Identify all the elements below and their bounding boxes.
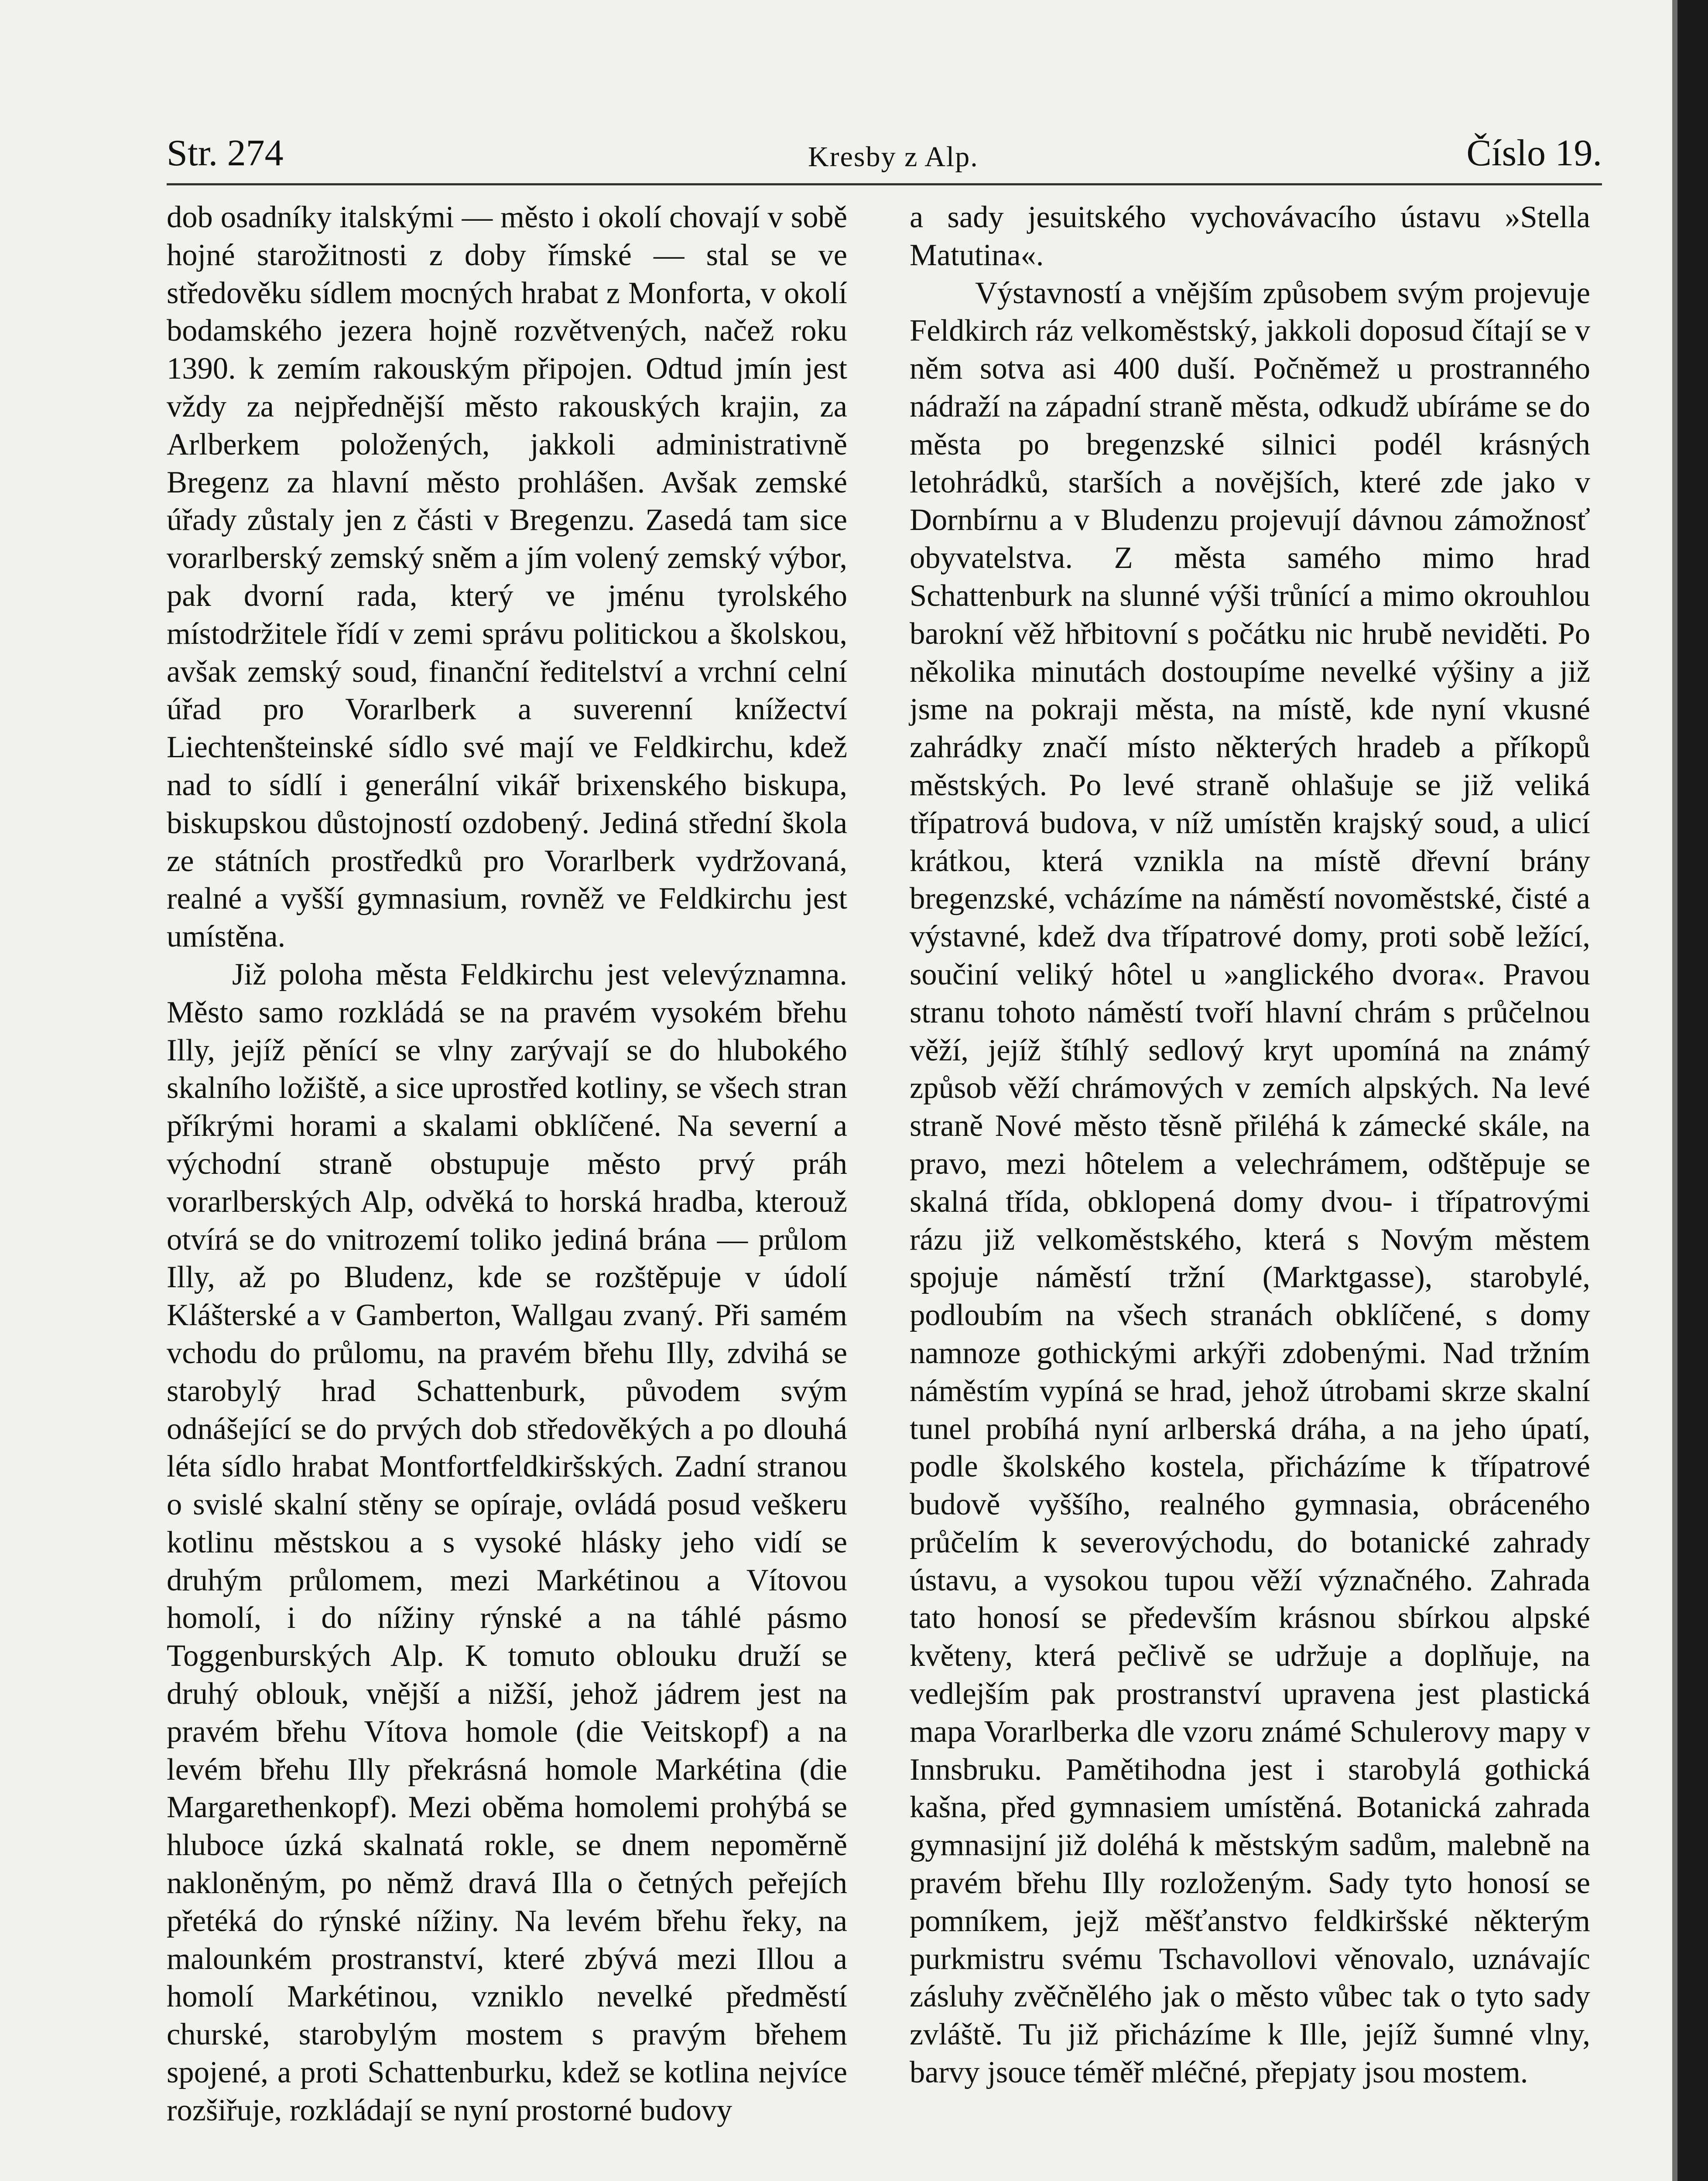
running-title: Kresby z Alp.: [808, 141, 979, 173]
paragraph: a sady jesuitského vychovávacího ústavu »Stella Matutina«.: [910, 200, 1590, 272]
paragraph: Výstavností a vnějším způsobem svým projevuje Feldkirch ráz velkoměstský, jakkoli doposud čítají se v něm sotva asi 400 duší. Počněmež u prostranného nádraží na západní straně města, odkudž ubíráme se do města po bregenzské silnici podél krásných letohrádků, starších a novějších, které zde jako v Dornbírnu a v Bludenzu projevují dávnou zámožnosť obyvatelstva. Z města samého mimo hrad Schattenburk na slunné výši trůnící a mimo okrouhlou barokní věž hřbitovní s počátku nic hrubě neviděti. Po několika minutách dostoupíme nevelké výšiny a již jsme na pokraji města, na místě, kde nyní vkusné zahrádky značí místo některých hradeb a příkopů městských. Po levé straně ohlašuje se již veliká třípatrová budova, v níž umístěn krajský soud, a ulicí krátkou, která vznikla na místě dřevní brány bregenzské, vcházíme na náměstí novoměstské, čisté a výstavné, kdež dva třípatrové domy, proti sobě ležící, součiní veliký hôtel u »anglického dvora«. Pravou stranu tohoto náměstí tvoří hlavní chrám s průčelnou věží, jejíž štíhlý sedlový kryt upomíná na známý způsob věží chrámových v zemích alpských. Na levé straně Nové město těsně přiléhá k zámecké skále, na pravo, mezi hôtelem a velechrámem, odštěpuje se skalná třída, obklopená domy dvou- i třípatrovými rázu již velkoměstského, která s Novým městem spojuje náměstí tržní (Marktgasse), starobylé, podloubím na všech stranách obklíčené, s domy namnoze gothickými arkýři zdobenými. Nad tržním náměstím vypíná se hrad, jehož útrobami skrze skalní tunel probíhá nyní arlberská dráha, a na jeho úpatí, podle školského kostela, přicházíme k třípatrové budově vyššího, realného gymnasia, obráceného průčelím k severovýchodu, do botanické zahrady ústavu, a vysokou tupou věží význačného. Zahrada tato honosí se především krásnou sbírkou alpské květeny, která pečlivě se udržuje a doplňuje, na vedlejším pak prostranství upravena jest plastická mapa Vorarlberka dle vzoru známé Schulerovy mapy v Innsbruku. Pamětihodna jest i starobylá gothická kašna, před gymnasiem umístěná. Botanická zahrada gymnasijní již doléhá k městským sadům, malebně na pravém břehu Illy rozloženým. Sady tyto honosí se pomníkem, jejž měšťanstvo feldkiršské některým purkmistru svému Tschavollovi věnovalo, uznávajíc zásluhy zvěčnělého jak o město vůbec tak o tyto sady zvláště. Tu již přicházíme k Ille, jejíž šumné vlny, barvy jsouce téměř mléčné, přepjaty jsou mostem.: [910, 276, 1590, 2090]
page-header: [167, 131, 1602, 188]
scan-edge: [1677, 0, 1708, 2181]
page-edge-shadow: [1672, 0, 1677, 2181]
right-column: [910, 198, 1590, 2092]
left-column: [167, 198, 847, 2130]
issue-number: Číslo 19.: [1466, 132, 1602, 174]
header-rule: [167, 183, 1602, 185]
paragraph: dob osadníky italskými — město i okolí chovají v sobě hojné starožitnosti z doby římské — stal se ve středověku sídlem mocných hrabat z Monforta, v okolí bodamského jezera hojně rozvětvených, načež roku 1390. k zemím rakouským připojen. Odtud jmín jest vždy za nejpřednější město rakouských krajin, za Arlberkem položených, jakkoli administrativně Bregenz za hlavní město prohlášen. Avšak zemské úřady zůstaly jen z části v Bregenzu. Zasedá tam sice vorarlberský zemský sněm a jím volený zemský výbor, pak dvorní rada, který ve jménu tyrolského místodržitele řídí v zemi správu politickou a školskou, avšak zemský soud, finanční ředitelství a vrchní celní úřad pro Vorarlberk a suverenní knížectví Liechtenšteinské sídlo své mají ve Feldkirchu, kdež nad to sídlí i generální vikář brixenského biskupa, biskupskou důstojností ozdobený. Jediná střední škola ze státních prostředků pro Vorarlberk vydržovaná, realné a vyšší gymnasium, rovněž ve Feldkirchu jest umístěna.: [167, 200, 847, 954]
page-number: Str. 274: [167, 132, 284, 174]
paragraph: Již poloha města Feldkirchu jest velevýznamna. Město samo rozkládá se na pravém vysokém břehu Illy, jejíž pěnící se vlny zarývají se do hlubokého skalního ložiště, a sice uprostřed kotliny, se všech stran příkrými horami a skalami obklíčené. Na severní a východní straně obstupuje město prvý práh vorarlberských Alp, odvěká to horská hradba, kterouž otvírá se do vnitrozemí toliko jediná brána — průlom Illy, až po Bludenz, kde se rozštěpuje v údolí Klášterské a v Gamberton, Wallgau zvaný. Při samém vchodu do průlomu, na pravém břehu Illy, zdvihá se starobylý hrad Schattenburk, původem svým odnášející se do prvých dob středověkých a po dlouhá léta sídlo hrabat Montfortfeldkiršských. Zadní stranou o svislé skalní stěny se opíraje, ovládá posud veškeru kotlinu městskou a s vysoké hlásky jeho vidí se druhým průlomem, mezi Markétinou a Vítovou homolí, i do nížiny rýnské a na táhlé pásmo Toggenburských Alp. K tomuto oblouku druží se druhý oblouk, vnější a nižší, jehož jádrem jest na pravém břehu Vítova homole (die Veitskopf) a na levém břehu Illy překrásná homole Markétina (die Margarethenkopf). Mezi oběma homolemi prohýbá se hluboce úzká skalnatá rokle, se dnem nepoměrně nakloněným, po němž dravá Illa o četných peřejích přetéká do rýnské nížiny. Na levém břehu řeky, na malounkém prostranství, které zbývá mezi Illou a homolí Markétinou, vzniklo nevelké předměstí churské, starobylým mostem s pravým břehem spojené, a proti Schattenburku, kdež se kotlina nejvíce rozšiřuje, rozkládají se nyní prostorné budovy: [167, 957, 847, 2127]
